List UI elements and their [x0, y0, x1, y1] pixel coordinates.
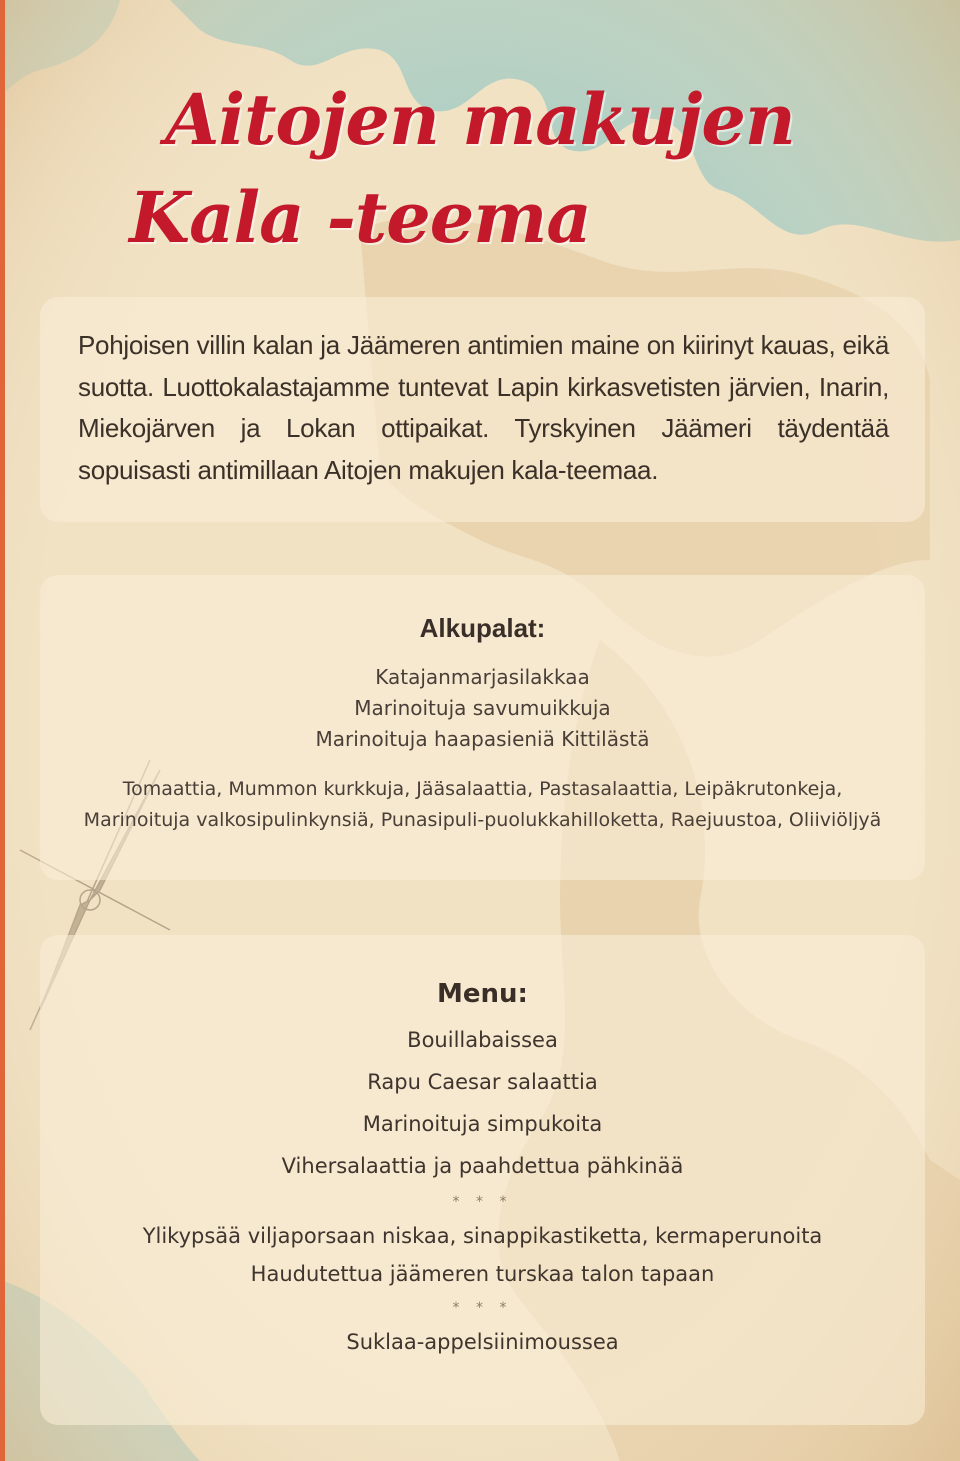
menu-dessert: Suklaa-appelsiinimoussea [346, 1330, 619, 1354]
starter-sides-line: Tomaattia, Mummon kurkkuja, Jääsalaattia, Pastasalaattia, Leipäkrutonkeja, [122, 778, 843, 800]
menu-item: Haudutettua jäämeren turskaa talon tapaan [250, 1262, 715, 1286]
starters-panel [40, 575, 925, 880]
menu-separator: * * * [452, 1194, 513, 1210]
starter-sides-line: Marinoituja valkosipulinkynsiä, Punasipuli-puolukkahilloketta, Raejuustoa, Oliiviöljyä [83, 809, 882, 831]
menu-heading: Menu: [437, 979, 528, 1009]
starter-item: Katajanmarjasilakkaa [375, 665, 590, 689]
menu-item: Ylikypsää viljaporsaan niskaa, sinappikastiketta, kermaperunoita [142, 1224, 823, 1248]
menu-item: Vihersalaattia ja paahdettua pähkinää [281, 1154, 684, 1178]
menu-item: Rapu Caesar salaattia [367, 1070, 598, 1094]
intro-text: Pohjoisen villin kalan ja Jäämeren antimien maine on kiirinyt kauas, eikä suotta. Luottokalastajamme tuntevat Lapin kirkasvetisten järvien, Inarin, Miekojärven ja Lokan ottipaikat. Tyrskyinen Jäämeri täydentää sopuisasti antimillaan Aitojen makujen kala-teemaa. [78, 330, 889, 485]
page-title-line1: Aitojen makujen [165, 78, 795, 161]
starter-item: Marinoituja haapasieniä Kittilästä [315, 727, 650, 751]
menu-separator: * * * [452, 1300, 513, 1316]
intro-panel [40, 297, 925, 522]
starter-sides [40, 774, 925, 836]
menu-panel [40, 935, 925, 1425]
menu-item: Bouillabaissea [407, 1028, 558, 1052]
page-title-line2: Kala -teema [129, 176, 591, 259]
starter-item: Marinoituja savumuikkuja [354, 696, 611, 720]
starters-heading: Alkupalat: [419, 613, 546, 643]
menu-item: Marinoituja simpukoita [362, 1112, 603, 1136]
